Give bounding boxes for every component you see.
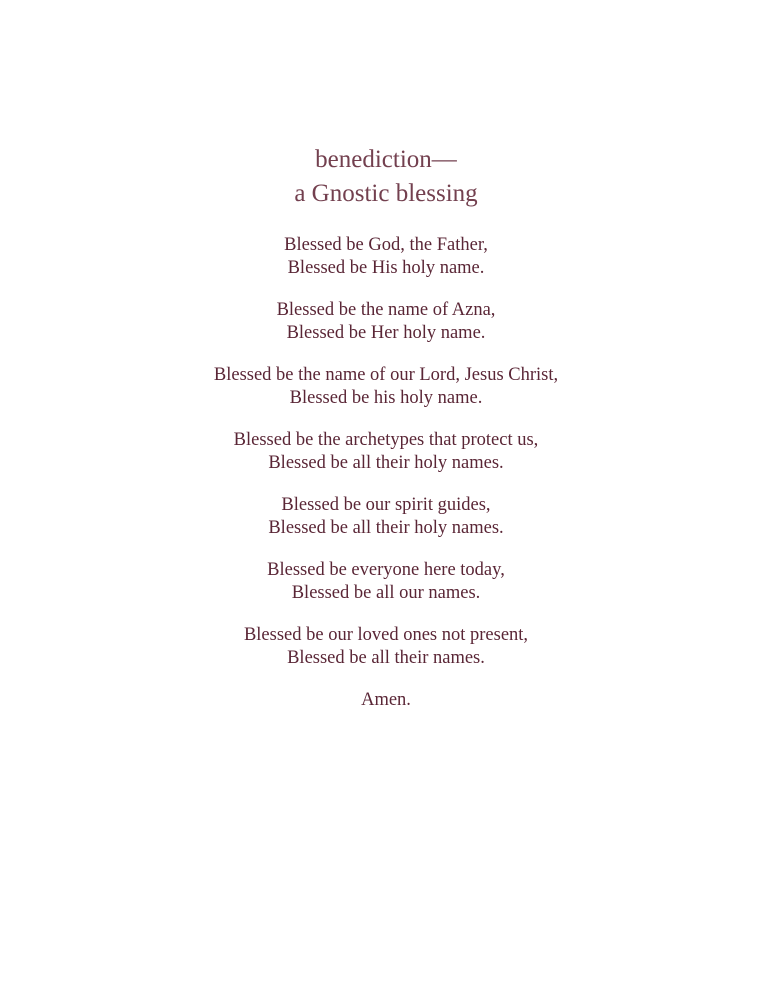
verse-line: Blessed be all their holy names. bbox=[268, 453, 504, 473]
stanza bbox=[0, 624, 772, 670]
verse-line: Blessed be everyone here today, bbox=[267, 560, 505, 580]
stanza bbox=[0, 559, 772, 605]
verse-line: Blessed be our spirit guides, bbox=[281, 495, 491, 515]
verse-line: Blessed be His holy name. bbox=[287, 258, 485, 278]
stanza bbox=[0, 234, 772, 280]
closing-amen: Amen. bbox=[361, 690, 411, 710]
verse-line: Blessed be all their holy names. bbox=[268, 518, 504, 538]
blessing-verses bbox=[0, 234, 772, 712]
verse-line: Blessed be all their names. bbox=[287, 648, 485, 668]
stanza bbox=[0, 429, 772, 475]
verse-line: Blessed be God, the Father, bbox=[284, 235, 488, 255]
verse-line: Blessed be the archetypes that protect us, bbox=[233, 430, 539, 450]
verse-line: Blessed be the name of Azna, bbox=[276, 300, 496, 320]
title-line-2: a Gnostic blessing bbox=[294, 180, 478, 207]
stanza bbox=[0, 494, 772, 540]
verse-line: Blessed be our loved ones not present, bbox=[243, 625, 529, 645]
title-line-1: benediction— bbox=[315, 146, 457, 173]
page-title bbox=[0, 143, 772, 211]
verse-line: Blessed be his holy name. bbox=[289, 388, 483, 408]
stanza bbox=[0, 299, 772, 345]
verse-line: Blessed be all our names. bbox=[291, 583, 481, 603]
verse-line: Blessed be Her holy name. bbox=[286, 323, 486, 343]
verse-line: Blessed be the name of our Lord, Jesus Christ, bbox=[213, 365, 559, 385]
stanza bbox=[0, 364, 772, 410]
